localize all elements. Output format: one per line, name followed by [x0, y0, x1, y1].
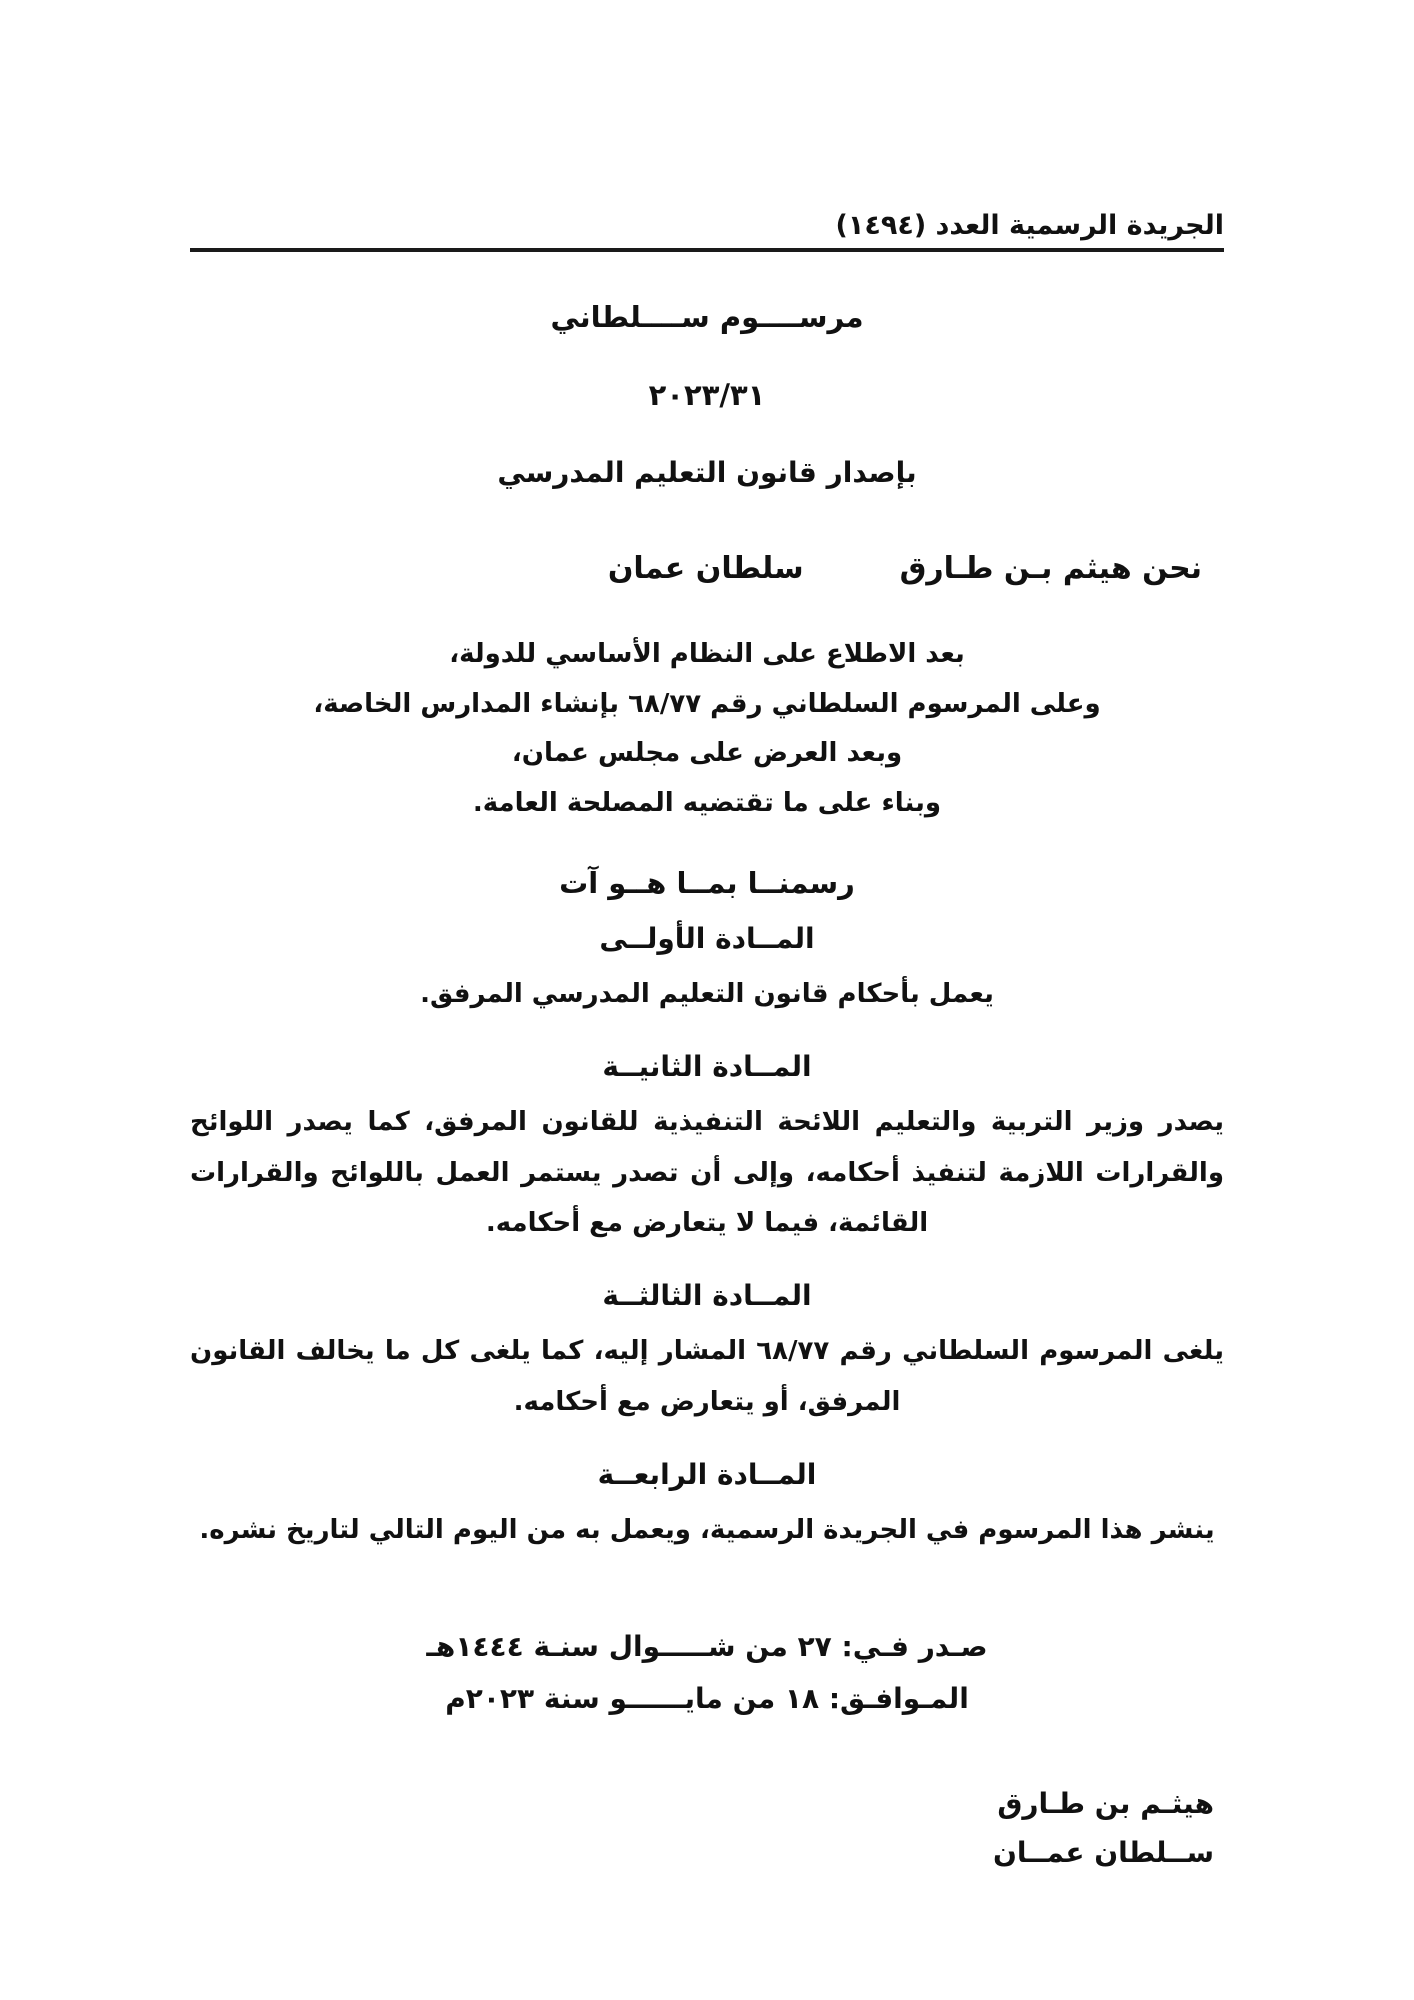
article-heading: المــادة الرابعــة — [597, 1457, 817, 1491]
signatory-name: هيثـم بن طـارق — [997, 1786, 1214, 1820]
article-body: يلغى المرسوم السلطاني رقم ٦٨/٧٧ المشار إليه، كما يلغى كل ما يخالف القانون المرفق، أو يتعارض مع أحكامه. — [190, 1336, 1224, 1417]
article — [190, 1050, 1224, 1249]
article-heading: المــادة الأولــى — [599, 922, 815, 956]
preamble-line: وبناء على ما تقتضيه المصلحة العامة. — [472, 787, 942, 818]
article-body: يصدر وزير التربية والتعليم اللائحة التنفيذية للقانون المرفق، كما يصدر اللوائح والقرارات اللازمة لتنفيذ أحكامه، وإلى أن تصدر يستمر العمل باللوائح والقرارات القائمة، فيما لا يتعارض مع أحكامه. — [190, 1107, 1224, 1239]
issue-dates — [190, 1621, 1224, 1725]
decree-number: ٢٠٢٣/٣١ — [648, 378, 766, 413]
article-body: ينشر هذا المرسوم في الجريدة الرسمية، ويعمل به من اليوم التالي لتاريخ نشره. — [199, 1514, 1215, 1545]
article-body: يعمل بأحكام قانون التعليم المدرسي المرفق. — [420, 979, 994, 1010]
preamble-line: بعد الاطلاع على النظام الأساسي للدولة، — [449, 639, 965, 670]
enacting-formula: رسمنــا بمــا هــو آت — [559, 866, 855, 901]
decree-subject: بإصدار قانون التعليم المدرسي — [497, 456, 917, 490]
sultan-title: سلطان عمان — [607, 551, 804, 587]
sultan-declaration — [190, 551, 1224, 586]
article — [190, 922, 1224, 1020]
header-divider — [190, 248, 1224, 252]
sultan-name: نحن هيثم بـن طـارق — [899, 551, 1202, 587]
article — [190, 1279, 1224, 1427]
article-heading: المــادة الثانيــة — [602, 1050, 812, 1084]
article-heading: المــادة الثالثــة — [602, 1279, 812, 1313]
document-content — [190, 210, 1224, 1877]
preamble-line: وبعد العرض على مجلس عمان، — [511, 738, 903, 769]
decree-title: مرســــوم ســــلطاني — [550, 300, 864, 335]
preamble — [190, 632, 1224, 826]
hijri-date: صـدر فـي: ٢٧ من شـــــوال سنـة ١٤٤٤هـ — [426, 1630, 988, 1664]
gazette-header: الجريدة الرسمية العدد (١٤٩٤) — [835, 210, 1224, 241]
preamble-line: وعلى المرسوم السلطاني رقم ٦٨/٧٧ بإنشاء المدارس الخاصة، — [313, 688, 1101, 719]
gregorian-date: المـوافـق: ١٨ من مايــــــو سنة ٢٠٢٣م — [445, 1682, 969, 1715]
article — [190, 1458, 1224, 1556]
signatory-title: ســلطان عمــان — [993, 1835, 1214, 1869]
signature-block — [190, 1779, 1224, 1877]
